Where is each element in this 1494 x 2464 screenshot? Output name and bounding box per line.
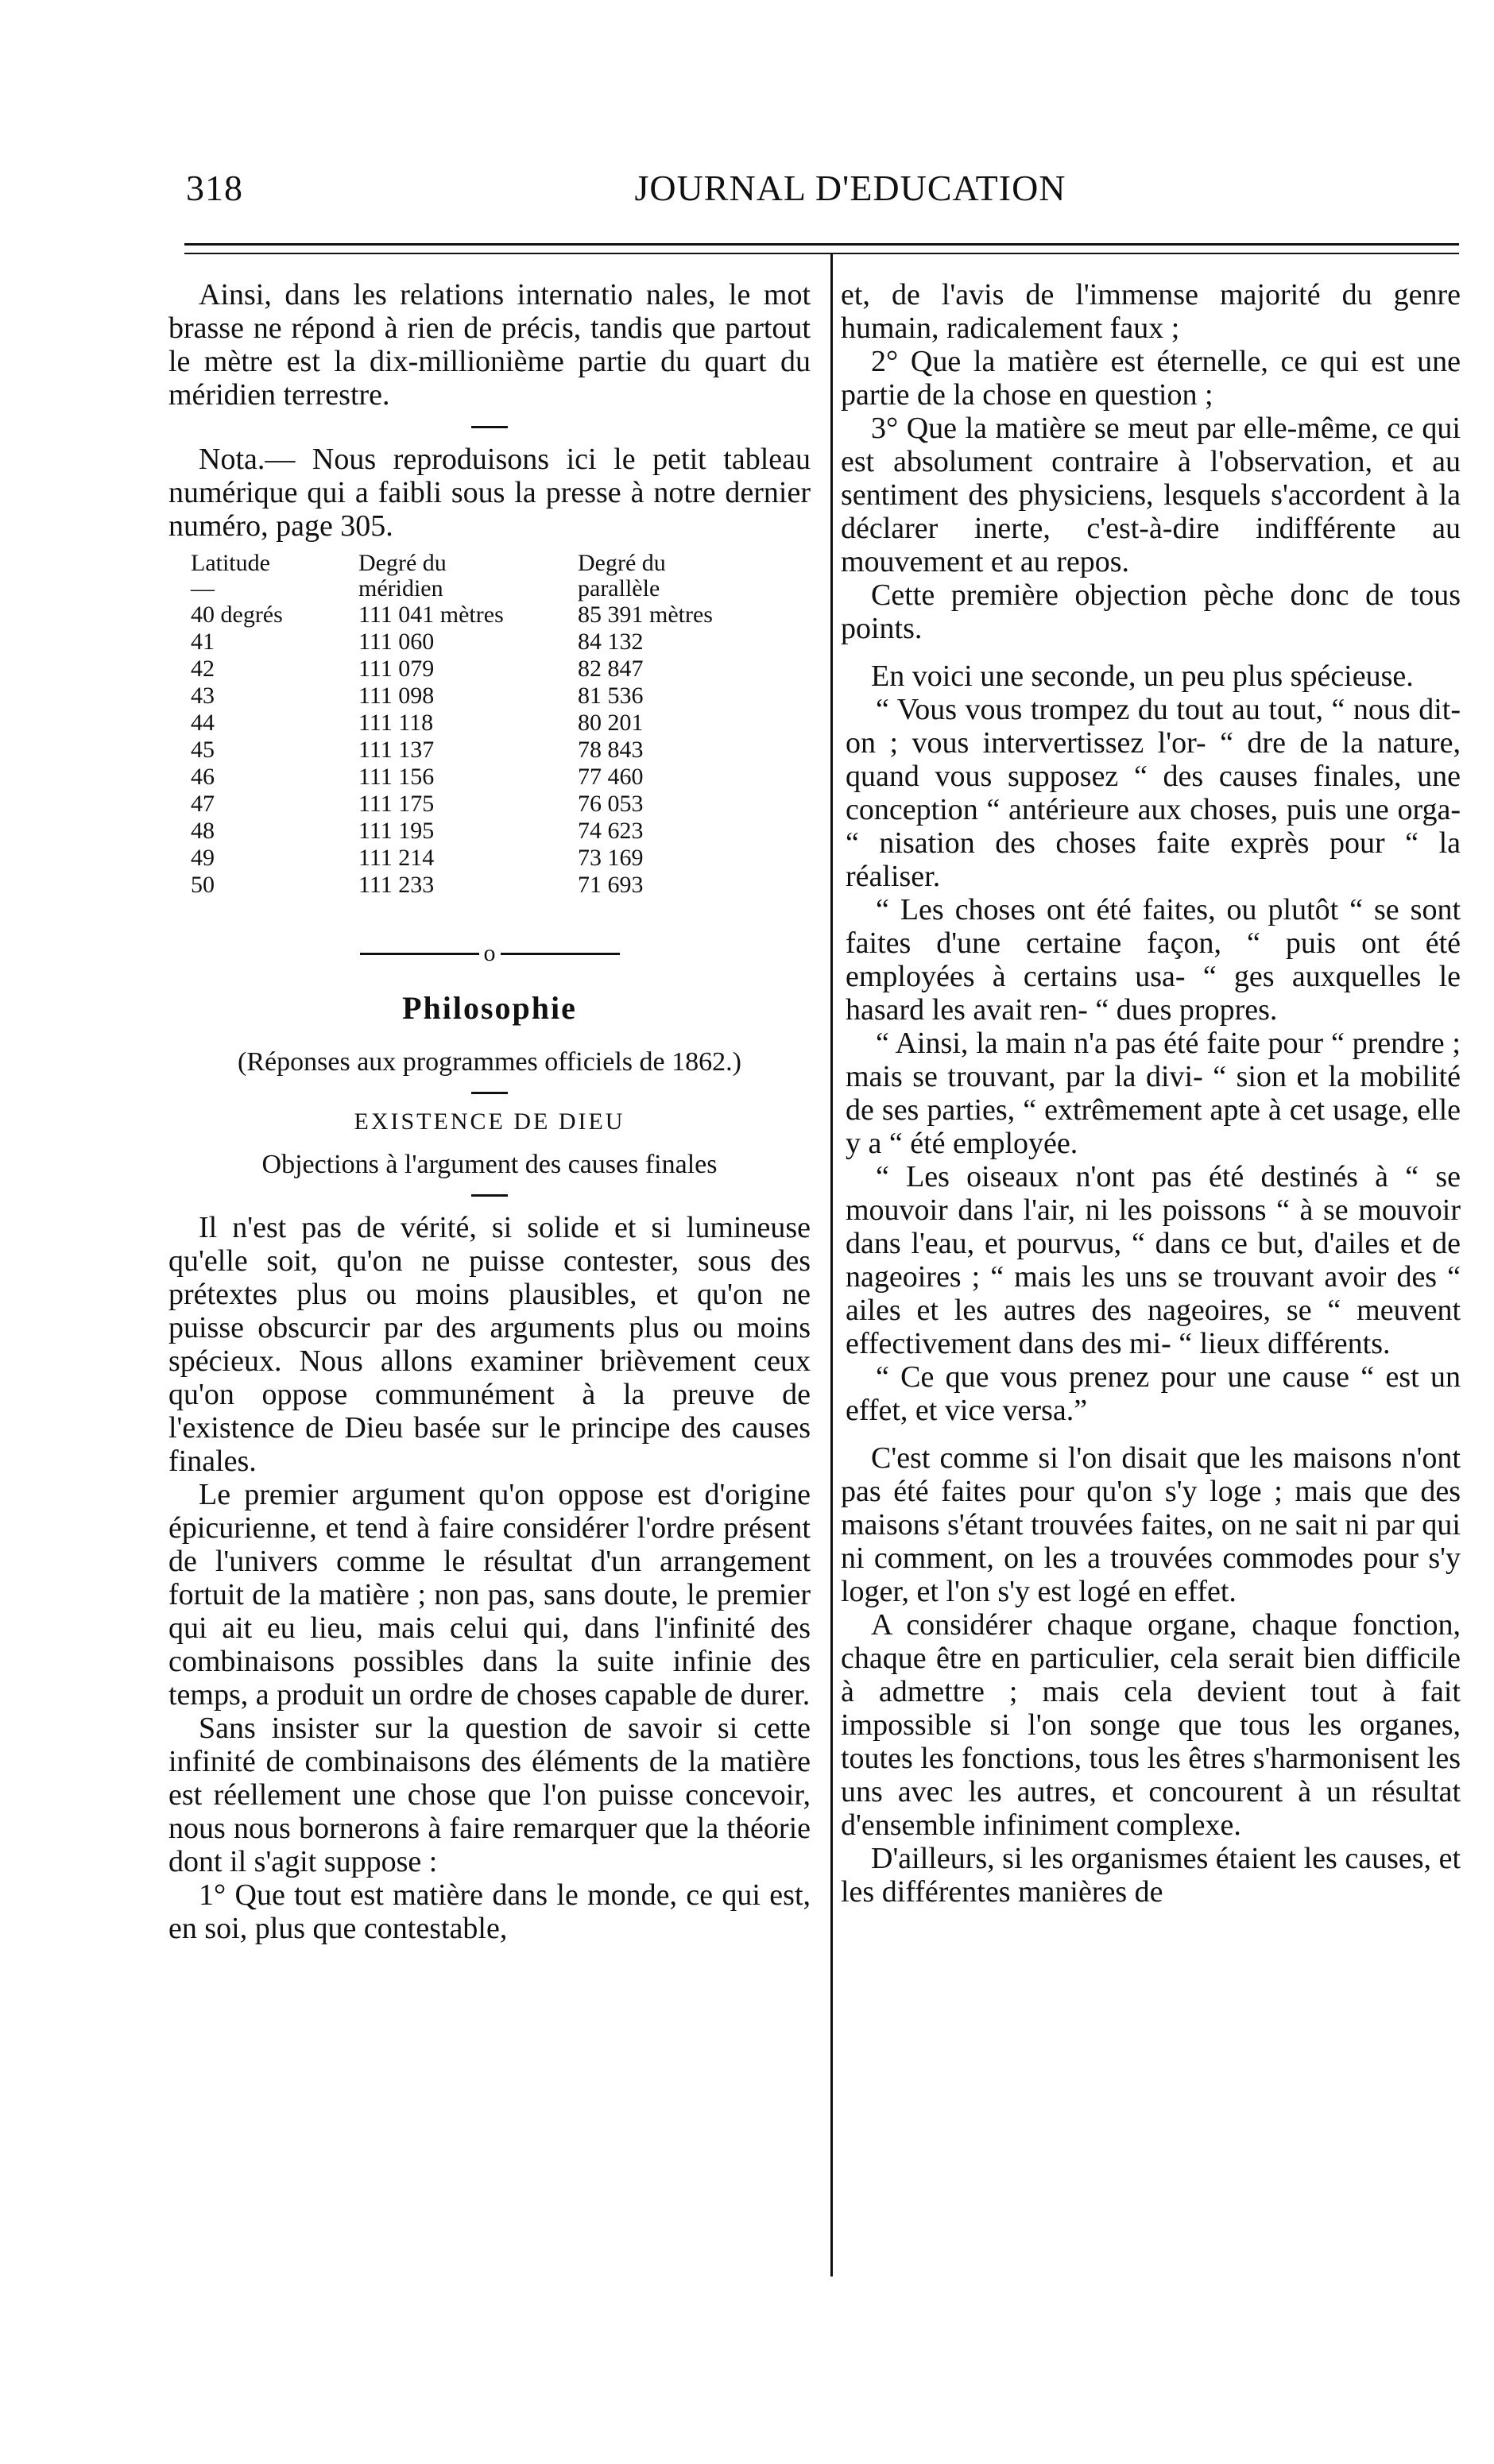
- column-divider: [830, 254, 833, 2276]
- table-row: 42 111 079 82 847: [191, 656, 644, 682]
- section-subtitle: (Réponses aux programmes officiels de 1862.): [238, 1047, 741, 1077]
- paragraph: 3° Que la matière se meut par elle-même, ce qui est absolument contraire à l'observation, et au sentiment des physiciens, lesquels s'accordent à la déclarer inerte, c'est-à-dire indifférente au mouvement et au repos.: [841, 412, 1461, 578]
- table-header-latitude: Latitude —: [191, 550, 270, 601]
- table-row: 40 degrés 111 041 mètres 85 391 mètres: [191, 601, 713, 628]
- quote-paragraph: “ Les choses ont été faites, ou plutôt “ se sont faites d'une certaine façon, “ puis ont été employées à certains usa- “ ges auxquelles le hasard les avait ren- “ dues propres.: [846, 893, 1461, 1027]
- journal-title: JOURNAL D'EDUCATION: [634, 168, 1066, 208]
- section-title: Philosophie: [402, 990, 577, 1026]
- separator-dash: [471, 426, 508, 428]
- paragraph: Le premier argument qu'on oppose est d'origine épicurienne, et tend à faire considérer l'ordre présent de l'univers comme le résultat d'un arrangement fortuit de la matière ; non pas, sans doute, le premier qui ait eu lieu, mais celui qui, dans l'infinité des combinaisons possibles dans la suite infinie des temps, a produit un ordre de choses capable de durer.: [168, 1478, 811, 1712]
- paragraph: Ainsi, dans les relations internatio nales, le mot brasse ne répond à rien de précis, tandis que partout le mètre est la dix-millionième partie du quart du méridien terrestre.: [168, 278, 811, 412]
- paragraph: A considérer chaque organe, chaque fonction, chaque être en particulier, cela serait bien difficile à admettre ; mais cela devient tout à fait impossible si l'on songe que tous les organes, toutes les fonctions, tous les êtres s'harmonisent les uns avec les autres, et concourent à un résultat d'ensemble infiniment complexe.: [841, 1608, 1461, 1842]
- separator-dash: [471, 1194, 508, 1197]
- paragraph-nota: Nota.— Nous reproduisons ici le petit tableau numérique qui a faibli sous la presse à notre dernier numéro, page 305.: [168, 443, 811, 543]
- page-header: [0, 151, 1494, 215]
- quote-paragraph: “ Ce que vous prenez pour une cause “ est un effet, et vice versa.”: [846, 1360, 1461, 1427]
- separator-dash: [471, 1092, 508, 1094]
- quote-paragraph: “ Les oiseaux n'ont pas été destinés à “ se mouvoir dans l'air, ni les poissons “ à se mouvoir dans l'eau, et pourvus, “ dans ce but, d'ailes et de nageoires ; “ mais les uns se trouvant avoir des “ ailes et les autres des nageoires, se “ meuvent effectivement dans des mi- “ lieux différents.: [846, 1160, 1461, 1360]
- table-row: 41 111 060 84 132: [191, 629, 644, 655]
- paragraph: Cette première objection pèche donc de tous points.: [841, 578, 1461, 645]
- paragraph: 2° Que la matière est éternelle, ce qui est une partie de la chose en question ;: [841, 345, 1461, 412]
- paragraph: En voici une seconde, un peu plus spécieuse.: [871, 660, 1414, 693]
- ornament-line-left: [360, 953, 479, 955]
- paragraph: et, de l'avis de l'immense majorité du genre humain, radicalement faux ;: [841, 278, 1461, 345]
- subheading: Objections à l'argument des causes finales: [261, 1150, 718, 1179]
- paragraph: C'est comme si l'on disait que les maisons n'ont pas été faites pour qu'on s'y loge ; mais que des maisons s'étant trouvées faites, on ne sait ni par qui ni comment, on les a trouvées commodes pour s'y loger, et l'on s'y est logé en effet.: [841, 1441, 1461, 1608]
- section-ornament: [168, 940, 811, 967]
- page-number: 318: [186, 168, 243, 208]
- quote-paragraph: “ Ainsi, la main n'a pas été faite pour “ prendre ; mais se trouvant, par la divi- “ sion et la mobilité de ses parties, “ extrêmement apte à cet usage, elle y a “ été employée.: [846, 1027, 1461, 1160]
- table-row: 49 111 214 73 169: [191, 845, 644, 871]
- header-rule-secondary: [184, 253, 1459, 254]
- paragraph: 1° Que tout est matière dans le monde, ce qui est, en soi, plus que contestable,: [168, 1878, 811, 1945]
- paragraph: D'ailleurs, si les organismes étaient les causes, et les différentes manières de: [841, 1842, 1461, 1909]
- table-row: 45 111 137 78 843: [191, 737, 644, 763]
- table-row: 43 111 098 81 536: [191, 683, 644, 709]
- latitude-table: [168, 551, 725, 899]
- table-row: 46 111 156 77 460: [191, 764, 644, 790]
- table-row: 47 111 175 76 053: [191, 791, 644, 817]
- table-row: 50 111 233 71 693: [191, 872, 644, 898]
- paragraph: Sans insister sur la question de savoir si cette infinité de combinaisons des éléments de la matière est réellement une chose que l'on puisse concevoir, nous nous bornerons à faire remarquer que la théorie dont il s'agit suppose :: [168, 1712, 811, 1878]
- paragraph: Il n'est pas de vérité, si solide et si lumineuse qu'elle soit, qu'on ne puisse contester, sous des prétextes plus ou moins plausibles, et qu'on ne puisse obscurcir par des arguments plus ou moins spécieux. Nous allons examiner brièvement ceux qu'on oppose communément à la preuve de l'existence de Dieu basée sur le principe des causes finales.: [168, 1211, 811, 1478]
- ornament-circle: o: [483, 940, 496, 966]
- table-row: 48 111 195 74 623: [191, 818, 644, 844]
- right-column: [841, 278, 1461, 1909]
- table-row: 44 111 118 80 201: [191, 710, 644, 736]
- quote-paragraph: “ Vous vous trompez du tout au tout, “ nous dit-on ; vous intervertissez l'or- “ dre de la nature, quand vous supposez “ des causes finales, une conception “ antérieure aux choses, puis une orga- “ nisation des choses faite exprès pour “ la réaliser.: [846, 693, 1461, 893]
- ornament-line-right: [501, 953, 620, 955]
- chapter-heading: EXISTENCE DE DIEU: [354, 1108, 625, 1135]
- table-header-parallele: Degré du parallèle: [578, 550, 666, 601]
- header-rule: [184, 243, 1459, 246]
- left-column: [168, 278, 811, 1945]
- table-header-meridien: Degré du méridien: [358, 550, 447, 601]
